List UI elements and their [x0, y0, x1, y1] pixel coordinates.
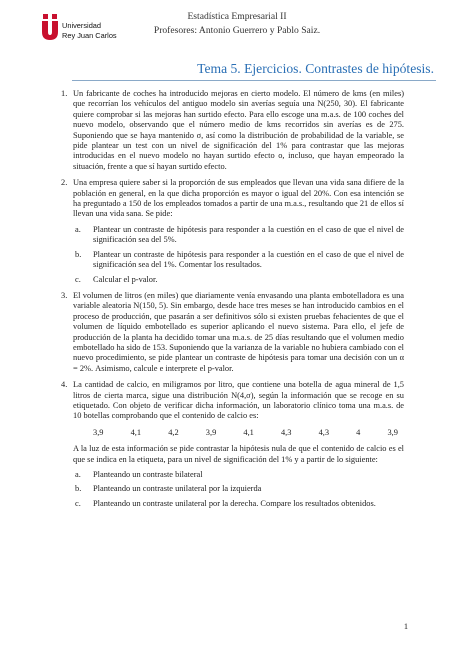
sample-value: 3,9	[205, 427, 217, 437]
exercise-text: El volumen de litros (en miles) que diariamente venía envasando una planta embotelladora es una variable aleatoria N(150, 5). Sin embargo, desde hace tres meses se han introducido cambios en el proceso de producción, que pasarán a ser definitivos sólo si existen pruebas fehacientes de que el volumen de líquido embotellado es superior aplicando el nuevo sistema. Para ello, el jefe de producción de la planta ha decidido tomar una m.a.s. de 25 días resultando que el volumen medio embotellado ha sido de 153. Suponiendo que la varianza de la variable no hubiera cambiado con el nuevo procedimiento, se pide plantear un contraste de hipótesis para tomar una decisión con un α = 2%. Asimismo, calcule e interprete el p-valor.	[73, 290, 404, 373]
sub-question	[73, 225, 404, 246]
sub-question-text: Planteando un contraste unilateral por la derecha. Compare los resultados obtenidos.	[93, 498, 376, 508]
exercise-3	[61, 290, 404, 374]
sub-question-text: Calcular el p-valor.	[93, 274, 158, 284]
sub-question-letter: c.	[75, 498, 81, 508]
sub-question	[73, 250, 404, 271]
exercise-list	[61, 89, 404, 515]
exercise-2	[61, 178, 404, 285]
exercise-4	[61, 380, 404, 509]
sub-question-letter: a.	[75, 224, 81, 234]
sub-question-list	[73, 225, 404, 285]
sample-values	[93, 428, 398, 438]
page-title: Tema 5. Ejercicios. Contrastes de hipótesis.	[197, 61, 434, 76]
sample-value: 4,3	[280, 427, 292, 437]
sample-value: 4,3	[318, 427, 330, 437]
sub-question	[73, 499, 404, 509]
exercise-text: La cantidad de calcio, en miligramos por litro, que contiene una botella de agua mineral de 1,5 litros de cierta marca, sigue una distribución N(4,σ), según la información que se recoge en su etiquetado. Con objeto de verificar dicha información, un laboratorio clínico toma una m.a.s. de 10 botellas comprobando que el contenido de calcio es:	[73, 380, 404, 421]
sub-question-text: Planteando un contraste bilateral	[93, 470, 203, 479]
logo-text-line2: Rey Juan Carlos	[62, 31, 117, 40]
exercise-number: 2.	[61, 178, 68, 188]
sub-question-text: Plantear un contraste de hipótesis para responder a la cuestión en el caso de que el nivel de significación sea del 1%. Comentar los resultados.	[93, 249, 404, 270]
professors-line: Profesores: Antonio Guerrero y Pablo Saiz.	[153, 25, 321, 36]
sample-value: 4	[356, 427, 361, 437]
sub-question-letter: c.	[75, 274, 81, 284]
title-underline	[72, 80, 436, 81]
exercise-followup-text: A la luz de esta información se pide contrastar la hipótesis nula de que el contenido de calcio es el que se indica en la etiqueta, para un nivel de significación del 1% y a partir de lo siguiente:	[73, 444, 404, 464]
page-number: 1	[403, 622, 408, 631]
sample-value: 3,9	[93, 427, 104, 437]
page-number-row	[0, 622, 474, 631]
sub-question	[73, 275, 404, 285]
sample-value: 4,2	[168, 427, 179, 437]
sub-question-list	[73, 470, 404, 509]
sub-question-text: Plantear un contraste de hipótesis para responder a la cuestión en el caso de que el nivel de significación sea del 5%.	[93, 224, 404, 245]
exercise-number: 3.	[61, 290, 68, 300]
sub-question-letter: b.	[75, 484, 82, 494]
exercise-number: 1.	[61, 89, 68, 98]
sub-question	[73, 470, 404, 480]
sub-question-letter: a.	[75, 470, 81, 479]
sub-question-text: Planteando un contraste unilateral por la izquierda	[93, 484, 262, 494]
sample-value: 4,1	[130, 427, 142, 437]
sample-value: 4,1	[243, 427, 254, 437]
sub-question-letter: b.	[75, 249, 82, 259]
course-name: Estadística Empresarial II	[187, 11, 287, 22]
exercise-text: Un fabricante de coches ha introducido mejoras en cierto modelo. El número de kms (en miles) que recorrían los vehículos del antiguo modelo sin averías seguía una N(250, 30). El fabricante quiere comprobar si las mejoras han surtido efecto. Para ello escoge una m.a.s. de 100 coches del nuevo modelo, observando que el número medio de kms recorridos sin averías es de 275. Suponiendo que se haya mantenido σ, así como la distribución de probabilidad de la variable, se pide plantear un test con un nivel de significación del 1% para contrastar que las mejoras introducidas en el nuevo modelo no hayan surtido efecto o, incluso, que hayan empeorado la situación, frente a que sí hayan surtido efecto.	[73, 89, 404, 171]
sub-question	[73, 484, 404, 494]
exercise-1	[61, 89, 404, 172]
sample-value: 3,9	[387, 427, 398, 437]
exercise-number: 4.	[61, 380, 68, 390]
exercise-text: Una empresa quiere saber si la proporción de sus empleados que llevan una vida sana difiere de la población en general, en la que dicha proporción es mayor o igual del 20%. Con esa intención se ha preguntado a 150 de los empleados tomados a partir de una m.a.s., resultando que 21 de ellos sí llevan una vida sana. Se pide:	[73, 178, 404, 219]
logo-text-line1: Universidad	[62, 21, 102, 30]
